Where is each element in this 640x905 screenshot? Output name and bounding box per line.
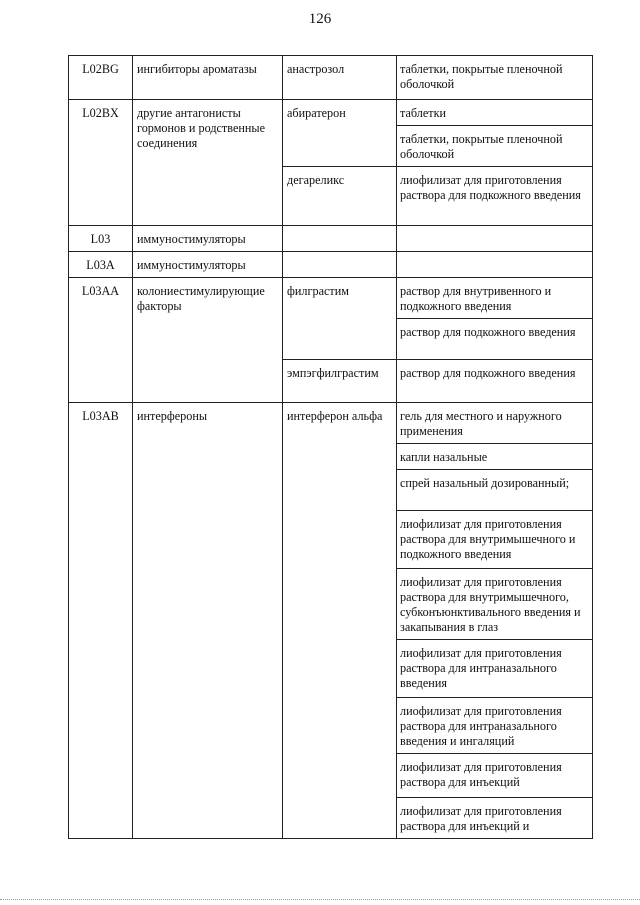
dosage-form-cell: лиофилизат для приготовления раствора для внутримышечного и подкожного введения bbox=[397, 511, 593, 569]
dosage-form-cell: раствор для подкожного введения bbox=[397, 360, 593, 403]
page-number: 126 bbox=[308, 11, 332, 27]
atc-code-cell: L02BX bbox=[69, 100, 133, 226]
drug-table-sheet bbox=[68, 55, 592, 839]
dosage-form-cell: лиофилизат для приготовления раствора для интраназального введения и ингаляций bbox=[397, 698, 593, 754]
dosage-form-cell: лиофилизат для приготовления раствора для инъекций и bbox=[397, 798, 593, 839]
atc-code-cell: L03A bbox=[69, 252, 133, 278]
drug-name-cell bbox=[283, 226, 397, 252]
drug-name-cell: филграстим bbox=[283, 278, 397, 360]
table-row bbox=[69, 100, 593, 126]
scan-bottom-edge bbox=[0, 899, 640, 900]
dosage-form-cell: гель для местного и наружного применения bbox=[397, 403, 593, 444]
atc-code-cell: L03AA bbox=[69, 278, 133, 403]
table-row bbox=[69, 278, 593, 319]
pharm-group-cell: иммуностимуляторы bbox=[133, 252, 283, 278]
drug-name-cell: эмпэгфилграстим bbox=[283, 360, 397, 403]
dosage-form-cell: лиофилизат для приготовления раствора для подкожного введения bbox=[397, 167, 593, 226]
dosage-form-cell: раствор для внутривенного и подкожного введения bbox=[397, 278, 593, 319]
dosage-form-cell: лиофилизат для приготовления раствора для интраназального введения bbox=[397, 640, 593, 698]
dosage-form-cell: лиофилизат для приготовления раствора для внутримышечного, субконъюнктивального введения и закапывания в глаз bbox=[397, 569, 593, 640]
table-row bbox=[69, 56, 593, 100]
dosage-form-cell: таблетки, покрытые пленочной оболочкой bbox=[397, 56, 593, 100]
dosage-form-cell: раствор для подкожного введения bbox=[397, 319, 593, 360]
pharm-group-cell: интерфероны bbox=[133, 403, 283, 839]
atc-code-cell: L02BG bbox=[69, 56, 133, 100]
pharm-group-cell: иммуностимуляторы bbox=[133, 226, 283, 252]
dosage-form-cell: лиофилизат для приготовления раствора для инъекций bbox=[397, 754, 593, 798]
pharm-group-cell: другие антагонисты гормонов и родственные соединения bbox=[133, 100, 283, 226]
dosage-form-cell bbox=[397, 226, 593, 252]
drug-name-cell: абиратерон bbox=[283, 100, 397, 167]
dosage-form-cell: капли назальные bbox=[397, 444, 593, 470]
pharm-group-cell: ингибиторы ароматазы bbox=[133, 56, 283, 100]
drug-table bbox=[68, 55, 593, 839]
atc-code-cell: L03AB bbox=[69, 403, 133, 839]
table-row bbox=[69, 226, 593, 252]
dosage-form-cell bbox=[397, 252, 593, 278]
drug-name-cell: интерферон альфа bbox=[283, 403, 397, 839]
drug-name-cell bbox=[283, 252, 397, 278]
drug-name-cell: анастрозол bbox=[283, 56, 397, 100]
drug-name-cell: дегареликс bbox=[283, 167, 397, 226]
dosage-form-cell: таблетки bbox=[397, 100, 593, 126]
dosage-form-cell: таблетки, покрытые пленочной оболочкой bbox=[397, 126, 593, 167]
dosage-form-cell: спрей назальный дозированный; bbox=[397, 470, 593, 511]
atc-code-cell: L03 bbox=[69, 226, 133, 252]
table-row bbox=[69, 252, 593, 278]
pharm-group-cell: колониестимулирующие факторы bbox=[133, 278, 283, 403]
table-row bbox=[69, 403, 593, 444]
